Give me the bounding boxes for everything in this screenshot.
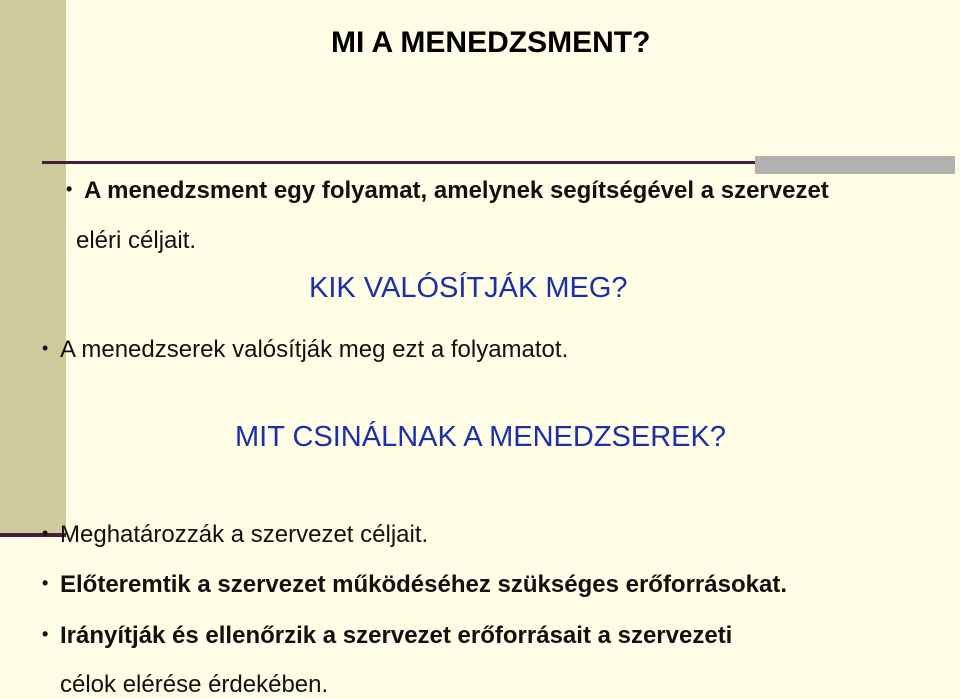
task-item-1: • Meghatározzák a szervezet céljait. bbox=[42, 521, 429, 548]
heading-what: MIT CSINÁLNAK A MENEDZSEREK? bbox=[235, 421, 726, 453]
answer-who: • A menedzserek valósítják meg ezt a folyamatot. bbox=[42, 336, 569, 363]
definition-line-2: eléri céljait. bbox=[76, 227, 197, 254]
bullet-icon: • bbox=[42, 573, 49, 593]
title-divider-grey-block bbox=[755, 156, 955, 174]
task-item-3: • Irányítják és ellenőrzik a szervezet erőforrásait a szervezeti bbox=[42, 622, 733, 649]
task-item-2: • Előteremtik a szervezet működéséhez szükséges erőforrásokat. bbox=[42, 571, 787, 598]
task-item-3-continuation: célok elérése érdekében. bbox=[60, 671, 329, 698]
bullet-icon: • bbox=[42, 523, 49, 543]
left-accent-bar bbox=[0, 0, 66, 536]
definition-line-1: • A menedzsment egy folyamat, amelynek segítségével a szervezet bbox=[66, 177, 829, 204]
page-title: MI A MENEDZSMENT? bbox=[331, 26, 651, 59]
bullet-icon: • bbox=[66, 179, 73, 199]
bullet-icon: • bbox=[42, 338, 49, 358]
title-divider bbox=[42, 161, 757, 164]
bullet-icon: • bbox=[42, 624, 49, 644]
heading-who: KIK VALÓSÍTJÁK MEG? bbox=[309, 272, 628, 304]
